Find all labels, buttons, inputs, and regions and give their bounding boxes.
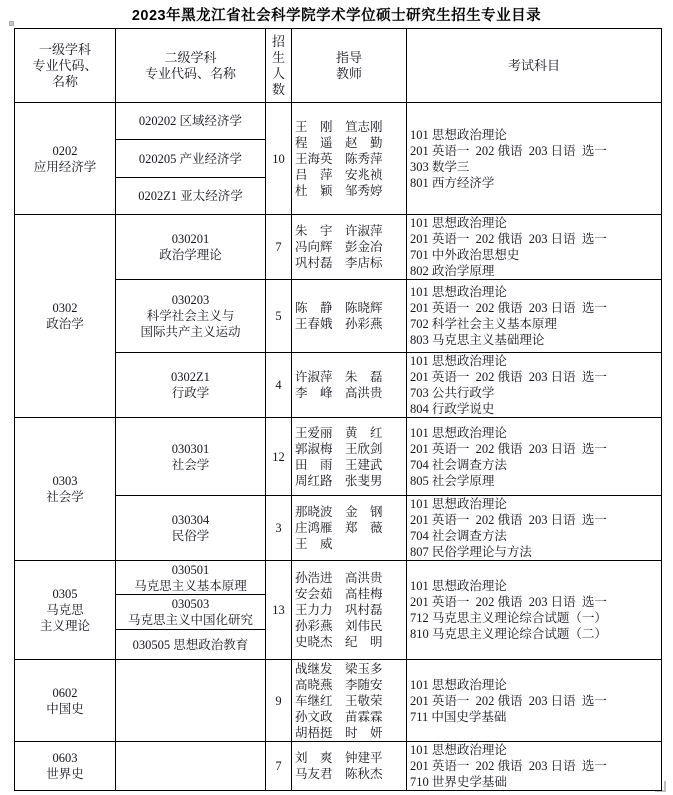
col-header-level1-discipline: 一级学科 专业代码、 名称	[15, 29, 116, 103]
discipline-cell-0305: 0305 马克思 主义理论	[15, 561, 116, 660]
advisors-cell: 王爱丽 黄 红 郭淑梅 王欣剑 田 雨 王建武 周红路 张斐男	[292, 418, 407, 496]
advisors-cell: 王 刚 笪志刚 程 遥 赵 勤 王海英 陈秀萍 吕 萍 安兆祯 杜 颖 邹秀婷	[292, 103, 407, 215]
subdiscipline-cell: 030304 民俗学	[116, 496, 266, 561]
col-header-level2-discipline: 二级学科 专业代码、名称	[116, 29, 266, 103]
exam-subjects-cell: 101 思想政治理论 201 英语一 202 俄语 203 日语 选一 704 社会调查方法 805 社会学原理	[407, 418, 662, 496]
subdiscipline-cell-empty	[116, 660, 266, 742]
discipline-cell-0202: 0202 应用经济学	[15, 103, 116, 215]
advisors-cell: 陈 静 陈晓辉 王春娥 孙彩燕	[292, 280, 407, 353]
subdiscipline-cell: 0202Z1 亚太经济学	[116, 178, 266, 215]
advisors-cell: 许淑萍 朱 磊 李 峰 高洪贵	[292, 353, 407, 418]
enrollment-cell: 4	[266, 353, 292, 418]
subdiscipline-cell: 030203 科学社会主义与 国际共产主义运动	[116, 280, 266, 353]
subdiscipline-cell-empty	[116, 742, 266, 791]
exam-subjects-cell: 101 思想政治理论 201 英语一 202 俄语 203 日语 选一 712 马克思主义理论综合试题（一） 810 马克思主义理论综合试题（二）	[407, 561, 662, 660]
discipline-cell-0602: 0602 中国史	[15, 660, 116, 742]
enrollment-cell: 10	[266, 103, 292, 215]
discipline-cell-0303: 0303 社会学	[15, 418, 116, 561]
subdiscipline-cell: 0302Z1 行政学	[116, 353, 266, 418]
subdiscipline-cell: 030301 社会学	[116, 418, 266, 496]
enrollment-cell: 5	[266, 280, 292, 353]
col-header-enrollment: 招生人数	[266, 29, 292, 103]
col-header-advisors: 指导 教师	[292, 29, 407, 103]
enrollment-cell: 7	[266, 742, 292, 791]
enrollment-cell: 7	[266, 215, 292, 280]
discipline-cell-0302: 0302 政治学	[15, 215, 116, 418]
subdiscipline-cell: 030505 思想政治教育	[116, 630, 266, 660]
subdiscipline-cell: 030501 马克思主义基本原理	[116, 561, 266, 595]
exam-subjects-cell: 101 思想政治理论 201 英语一 202 俄语 203 日语 选一 303 数学三 801 西方经济学	[407, 103, 662, 215]
exam-subjects-cell: 101 思想政治理论 201 英语一 202 俄语 203 日语 选一 701 中外政治思想史 802 政治学原理	[407, 215, 662, 280]
admissions-catalog-table	[14, 28, 662, 791]
col-header-exam-subjects: 考试科目	[407, 29, 662, 103]
enrollment-cell: 12	[266, 418, 292, 496]
page-title: 2023年黑龙江省社会科学院学术学位硕士研究生招生专业目录	[131, 8, 542, 24]
advisors-cell: 朱 宇 许淑萍 冯向辉 彭金冶 巩村磊 李店标	[292, 215, 407, 280]
table-row	[15, 742, 662, 791]
enrollment-cell: 3	[266, 496, 292, 561]
advisors-cell: 刘 爽 钟建平 马友君 陈秋杰	[292, 742, 407, 791]
enrollment-cell: 9	[266, 660, 292, 742]
table-row	[15, 215, 662, 280]
exam-subjects-cell: 101 思想政治理论 201 英语一 202 俄语 203 日语 选一 703 公共行政学 804 行政学说史	[407, 353, 662, 418]
subdiscipline-cell: 020202 区域经济学	[116, 103, 266, 140]
table-row	[15, 418, 662, 496]
exam-subjects-cell: 101 思想政治理论 201 英语一 202 俄语 203 日语 选一 711 中国史学基础	[407, 660, 662, 742]
discipline-cell-0603: 0603 世界史	[15, 742, 116, 791]
subdiscipline-cell: 020205 产业经济学	[116, 140, 266, 178]
exam-subjects-cell: 101 思想政治理论 201 英语一 202 俄语 203 日语 选一 704 社会调查方法 807 民俗学理论与方法	[407, 496, 662, 561]
advisors-cell: 战继发 梁玉多 高晓燕 李随安 车继红 王敬荣 孙文政 苗霖霖 胡梧挺 时 妍	[292, 660, 407, 742]
selection-handle-artifact	[9, 21, 14, 26]
exam-subjects-cell: 101 思想政治理论 201 英语一 202 俄语 203 日语 选一 710 世界史学基础	[407, 742, 662, 791]
subdiscipline-cell: 030503 马克思主义中国化研究	[116, 595, 266, 630]
exam-subjects-cell: 101 思想政治理论 201 英语一 202 俄语 203 日语 选一 702 科学社会主义基本原理 803 马克思主义基础理论	[407, 280, 662, 353]
subdiscipline-cell: 030201 政治学理论	[116, 215, 266, 280]
table-row	[15, 660, 662, 742]
advisors-cell: 那晓波 金 钢 庄鸿雁 郑 薇 王 威	[292, 496, 407, 561]
table-row	[15, 561, 662, 595]
enrollment-cell: 13	[266, 561, 292, 660]
table-row	[15, 103, 662, 140]
table-header-row	[15, 29, 662, 103]
advisors-cell: 孙浩进 高洪贵 安会茹 高桂梅 王力力 巩村磊 孙彩燕 刘伟民 史晓杰 纪 明	[292, 561, 407, 660]
